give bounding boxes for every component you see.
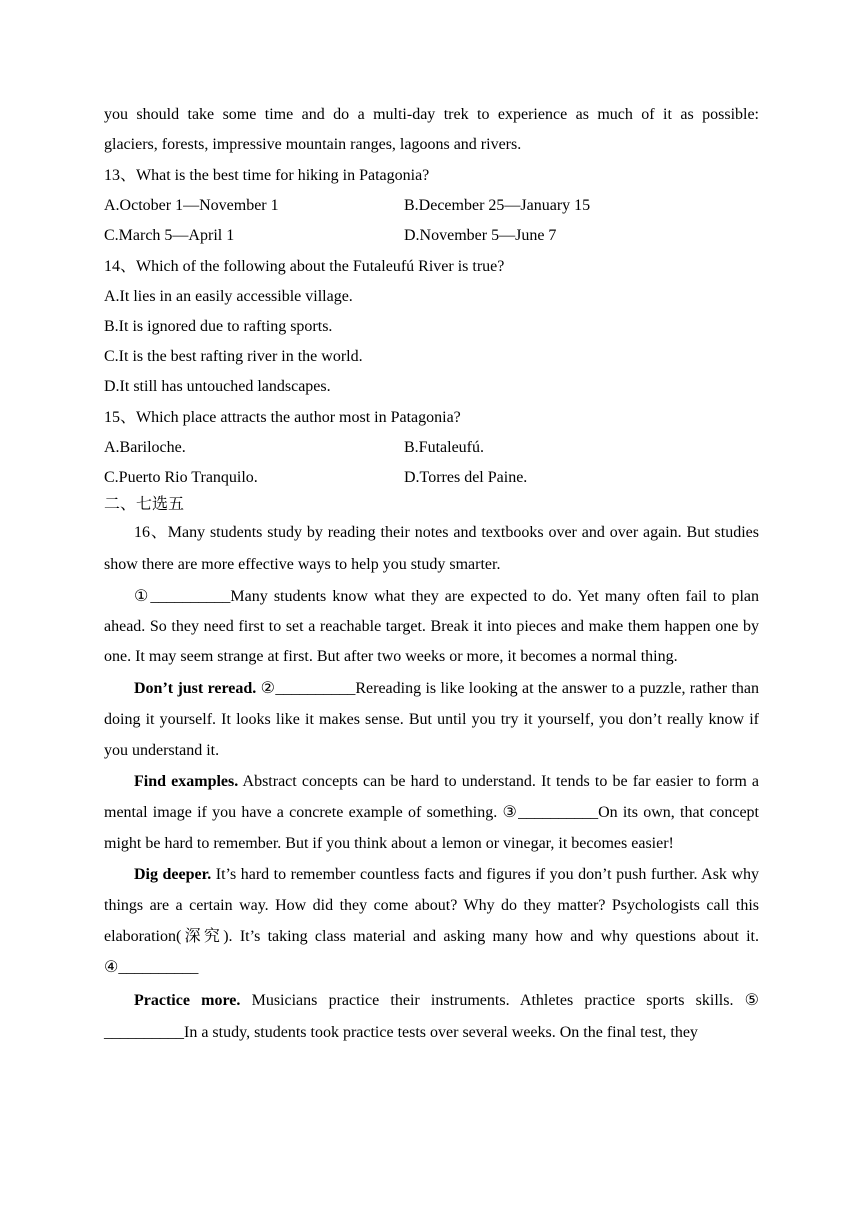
tip-body-dig-deeper: It’s hard to remember countless facts and figures if you don’t push further. Ask why things are a certain way. How did they come about? Why do they matter? Psychologists call this elaboration(深究). It’s taking class material and asking many how and why questions about it. ④__________	[104, 866, 759, 976]
question-14-option-a: A.It lies in an easily accessible village.	[104, 288, 353, 305]
tip-body-dont-just-reread: ②__________Rereading is like looking at the answer to a puzzle, rather than doing it yourself. It looks like it makes sense. But until you try it yourself, you don’t really know if you understand it.	[104, 680, 759, 759]
tip-title-find-examples: Find examples.	[134, 773, 239, 790]
intro-line-2: glaciers, forests, impressive mountain ranges, lagoons and rivers.	[104, 136, 522, 153]
question-13-option-a: A.October 1—November 1	[104, 197, 279, 214]
paragraph-dont-just-reread	[104, 673, 759, 766]
paragraph-dig-deeper	[104, 859, 759, 983]
paragraph-blank-1: ①__________Many students know what they are expected to do. Yet many often fail to plan ahead. So they need first to set a reachable target. Break it into pieces and make them happen one by one. It may seem strange at first. But after two weeks or more, it becomes a normal thing.	[104, 588, 759, 665]
question-15-option-d: D.Torres del Paine.	[404, 469, 528, 486]
question-14-option-d: D.It still has untouched landscapes.	[104, 378, 331, 395]
question-14-stem: 14、Which of the following about the Futaleufú River is true?	[104, 258, 505, 275]
intro-line-1: you should take some time and do a multi-day trek to experience as much of it as possible:	[104, 106, 759, 123]
paragraph-find-examples	[104, 766, 759, 859]
section-heading: 二、七选五	[104, 496, 185, 513]
tip-body-practice-more: Musicians practice their instruments. Athletes practice sports skills. ⑤ __________In a study, students took practice tests over several weeks. On the final test, they	[104, 992, 759, 1041]
paragraph-practice-more	[104, 985, 759, 1049]
tip-title-dont-just-reread: Don’t just reread.	[134, 680, 257, 697]
question-13-option-b: B.December 25—January 15	[404, 197, 591, 214]
question-13-option-d: D.November 5—June 7	[404, 227, 557, 244]
question-15-option-a: A.Bariloche.	[104, 439, 186, 456]
paragraph-16-intro: 16、Many students study by reading their notes and textbooks over and over again. But studies show there are more effective ways to help you study smarter.	[104, 524, 759, 573]
question-13-option-c: C.March 5—April 1	[104, 227, 235, 244]
question-15-stem: 15、Which place attracts the author most in Patagonia?	[104, 409, 461, 426]
document-page	[104, 100, 759, 1049]
question-15-options	[104, 433, 759, 493]
tip-title-dig-deeper: Dig deeper.	[134, 866, 212, 883]
question-14-option-c: C.It is the best rafting river in the world.	[104, 348, 363, 365]
question-13-options	[104, 191, 759, 251]
question-15-option-c: C.Puerto Rio Tranquilo.	[104, 469, 258, 486]
tip-body-find-examples: Abstract concepts can be hard to understand. It tends to be far easier to form a mental image if you have a concrete example of something. ③__________On its own, that concept might be hard to remember. But if you think about a lemon or vinegar, it becomes easier!	[104, 773, 759, 852]
tip-title-practice-more: Practice more.	[134, 992, 241, 1009]
question-14-option-b: B.It is ignored due to rafting sports.	[104, 318, 333, 335]
question-13-stem: 13、What is the best time for hiking in Patagonia?	[104, 167, 430, 184]
question-15-option-b: B.Futaleufú.	[404, 439, 484, 456]
